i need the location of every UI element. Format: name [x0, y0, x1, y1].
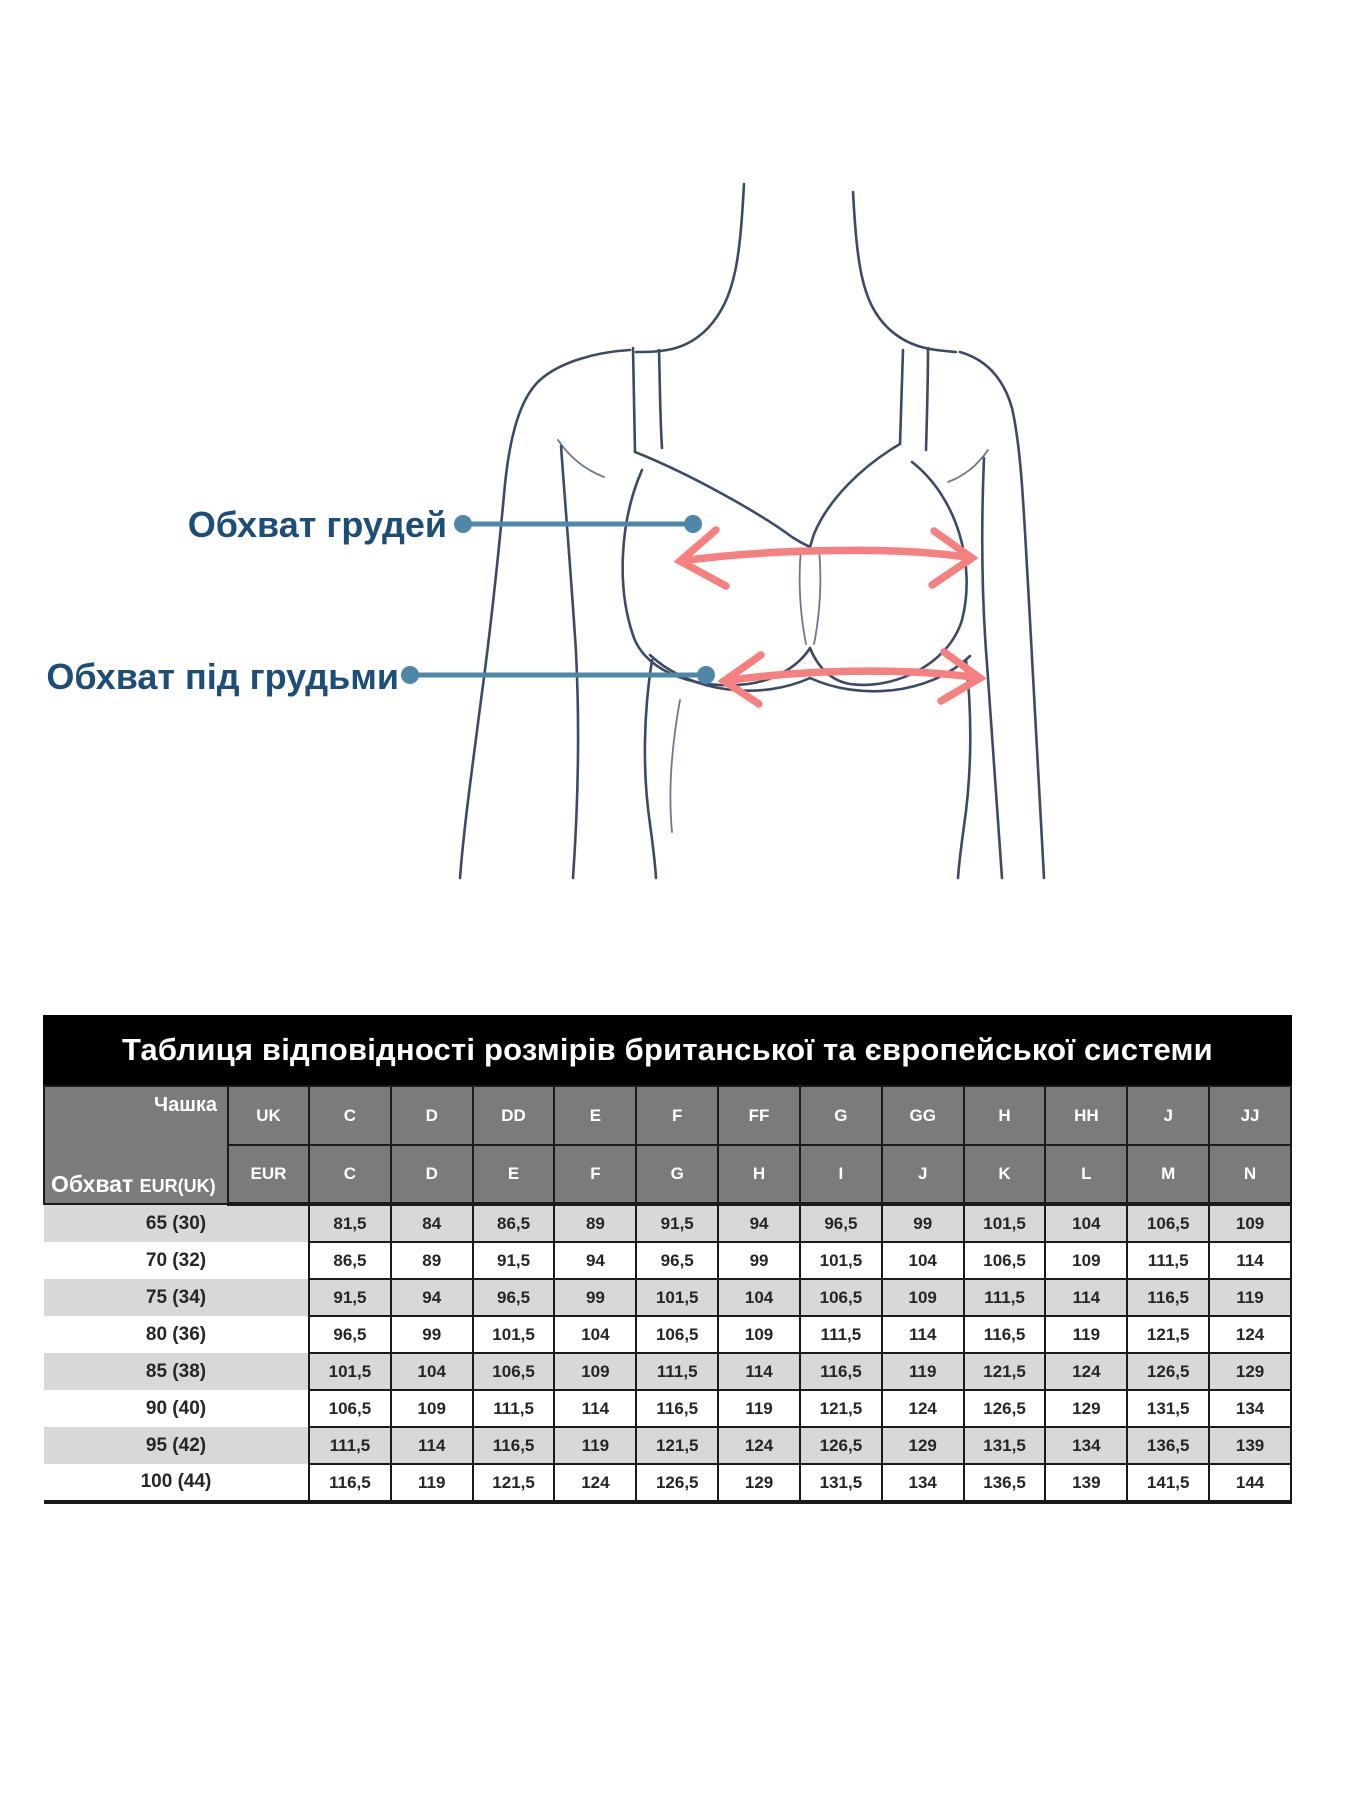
size-table-header — [44, 1086, 1291, 1204]
bust-connector-dot-right — [684, 515, 702, 533]
size-cell: 81,5 — [309, 1204, 391, 1242]
left-waist-crease — [670, 700, 680, 832]
size-cell: 124 — [1209, 1316, 1291, 1353]
bust-label: Обхват грудей — [187, 504, 447, 545]
eur-cup-cell: L — [1045, 1145, 1127, 1204]
uk-cup-cell: J — [1127, 1086, 1209, 1145]
size-cell: 104 — [1045, 1204, 1127, 1242]
row-girth-label: 75 (34) — [44, 1279, 309, 1316]
uk-cup-cell: D — [391, 1086, 473, 1145]
size-cell: 109 — [1209, 1204, 1291, 1242]
size-cell: 104 — [718, 1279, 800, 1316]
right-strap-line-2 — [926, 348, 928, 450]
right-strap-line-1 — [900, 350, 903, 444]
size-table — [43, 1085, 1292, 1504]
uk-cup-cell: H — [964, 1086, 1046, 1145]
size-cell: 121,5 — [636, 1427, 718, 1464]
size-cell: 106,5 — [636, 1316, 718, 1353]
size-cell: 144 — [1209, 1464, 1291, 1502]
size-cell: 119 — [718, 1390, 800, 1427]
size-cell: 126,5 — [636, 1464, 718, 1502]
row-girth-label: 90 (40) — [44, 1390, 309, 1427]
size-cell: 136,5 — [1127, 1427, 1209, 1464]
size-cell: 136,5 — [964, 1464, 1046, 1502]
size-cell: 111,5 — [636, 1353, 718, 1390]
table-row — [44, 1242, 1291, 1279]
torso-figure — [460, 184, 1044, 878]
size-cell: 129 — [1209, 1353, 1291, 1390]
size-cell: 89 — [554, 1204, 636, 1242]
size-cell: 139 — [1045, 1464, 1127, 1502]
table-row — [44, 1316, 1291, 1353]
size-cell: 101,5 — [636, 1279, 718, 1316]
bust-connector — [454, 515, 702, 533]
left-armpit-crease — [558, 440, 604, 477]
size-cell: 111,5 — [964, 1279, 1046, 1316]
size-cell: 94 — [391, 1279, 473, 1316]
size-cell: 109 — [718, 1316, 800, 1353]
size-cell: 96,5 — [473, 1279, 555, 1316]
size-cell: 84 — [391, 1204, 473, 1242]
left-waist-line — [645, 660, 656, 878]
table-row — [44, 1390, 1291, 1427]
underbust-connector-dot-left — [401, 666, 419, 684]
size-cell: 91,5 — [636, 1204, 718, 1242]
table-title: Таблиця відповідності розмірів британської та європейської системи — [43, 1015, 1292, 1085]
right-cup-top-edge — [810, 444, 900, 547]
size-cell: 131,5 — [800, 1464, 882, 1502]
row-girth-label: 100 (44) — [44, 1464, 309, 1502]
size-cell: 109 — [1045, 1242, 1127, 1279]
size-table-section — [43, 1015, 1292, 1504]
corner-girth-label: Обхват EUR(UK) — [51, 1171, 216, 1197]
size-cell: 86,5 — [473, 1204, 555, 1242]
row-girth-label: 85 (38) — [44, 1353, 309, 1390]
eur-cup-cell: G — [636, 1145, 718, 1204]
size-cell: 114 — [882, 1316, 964, 1353]
uk-cup-cell: F — [636, 1086, 718, 1145]
uk-cup-cell: DD — [473, 1086, 555, 1145]
size-cell: 121,5 — [1127, 1316, 1209, 1353]
cup-center-right-edge — [814, 549, 820, 644]
uk-cup-cell: HH — [1045, 1086, 1127, 1145]
size-cell: 114 — [1045, 1279, 1127, 1316]
left-inner-arm-line — [561, 446, 578, 878]
size-cell: 126,5 — [800, 1427, 882, 1464]
underbust-label: Обхват під грудьми — [46, 656, 399, 697]
size-cell: 106,5 — [309, 1390, 391, 1427]
size-cell: 119 — [1209, 1279, 1291, 1316]
uk-cup-cell: E — [554, 1086, 636, 1145]
size-cell: 96,5 — [636, 1242, 718, 1279]
left-cup-top-edge — [635, 452, 810, 547]
cup-center-left-edge — [800, 549, 806, 644]
eur-system-label: EUR — [228, 1145, 309, 1204]
eur-cup-cell: K — [964, 1145, 1046, 1204]
corner-cell — [44, 1086, 228, 1204]
size-cell: 121,5 — [473, 1464, 555, 1502]
size-cell: 104 — [391, 1353, 473, 1390]
size-cell: 119 — [882, 1353, 964, 1390]
left-strap-line-2 — [659, 350, 662, 448]
table-row — [44, 1279, 1291, 1316]
table-row — [44, 1204, 1291, 1242]
eur-cup-cell: D — [391, 1145, 473, 1204]
eur-cup-cell: M — [1127, 1145, 1209, 1204]
left-shoulder-arm-line — [460, 350, 630, 878]
eur-cup-row — [44, 1145, 1291, 1204]
right-shoulder-arm-line — [960, 352, 1044, 878]
size-cell: 101,5 — [309, 1353, 391, 1390]
size-cell: 106,5 — [473, 1353, 555, 1390]
size-cell: 109 — [391, 1390, 473, 1427]
neck-left-line — [636, 184, 744, 352]
eur-cup-cell: E — [473, 1145, 555, 1204]
size-cell: 124 — [718, 1427, 800, 1464]
size-cell: 121,5 — [964, 1353, 1046, 1390]
size-cell: 129 — [1045, 1390, 1127, 1427]
size-cell: 91,5 — [473, 1242, 555, 1279]
eur-cup-cell: C — [309, 1145, 391, 1204]
size-cell: 114 — [718, 1353, 800, 1390]
size-cell: 131,5 — [964, 1427, 1046, 1464]
bust-connector-dot-left — [454, 515, 472, 533]
size-cell: 116,5 — [964, 1316, 1046, 1353]
size-cell: 94 — [718, 1204, 800, 1242]
size-cell: 86,5 — [309, 1242, 391, 1279]
row-girth-label: 95 (42) — [44, 1427, 309, 1464]
size-cell: 116,5 — [636, 1390, 718, 1427]
uk-cup-cell: FF — [718, 1086, 800, 1145]
size-cell: 99 — [554, 1279, 636, 1316]
size-cell: 114 — [554, 1390, 636, 1427]
size-cell: 111,5 — [1127, 1242, 1209, 1279]
size-table-body — [44, 1204, 1291, 1502]
table-row — [44, 1464, 1291, 1502]
size-cell: 131,5 — [1127, 1390, 1209, 1427]
size-cell: 116,5 — [1127, 1279, 1209, 1316]
bust-arrow-shaft — [680, 550, 972, 561]
row-girth-label: 65 (30) — [44, 1204, 309, 1242]
underbust-arrow — [724, 652, 980, 704]
row-girth-label: 70 (32) — [44, 1242, 309, 1279]
size-cell: 126,5 — [964, 1390, 1046, 1427]
size-cell: 101,5 — [473, 1316, 555, 1353]
size-cell: 109 — [882, 1279, 964, 1316]
size-cell: 134 — [882, 1464, 964, 1502]
uk-system-label: UK — [228, 1086, 309, 1145]
size-cell: 114 — [391, 1427, 473, 1464]
uk-cup-row — [44, 1086, 1291, 1145]
size-cell: 104 — [554, 1316, 636, 1353]
eur-cup-cell: F — [554, 1145, 636, 1204]
size-cell: 121,5 — [800, 1390, 882, 1427]
size-cell: 116,5 — [473, 1427, 555, 1464]
size-cell: 106,5 — [800, 1279, 882, 1316]
size-cell: 111,5 — [309, 1427, 391, 1464]
size-cell: 99 — [882, 1204, 964, 1242]
uk-cup-cell: G — [800, 1086, 882, 1145]
size-cell: 129 — [718, 1464, 800, 1502]
size-cell: 94 — [554, 1242, 636, 1279]
size-cell: 99 — [718, 1242, 800, 1279]
size-cell: 101,5 — [800, 1242, 882, 1279]
left-strap-line-1 — [633, 348, 635, 452]
underbust-arrow-shaft — [724, 671, 980, 681]
eur-cup-cell: N — [1209, 1145, 1291, 1204]
size-cell: 119 — [1045, 1316, 1127, 1353]
size-cell: 99 — [391, 1316, 473, 1353]
size-cell: 96,5 — [800, 1204, 882, 1242]
size-cell: 134 — [1209, 1390, 1291, 1427]
eur-cup-cell: H — [718, 1145, 800, 1204]
size-cell: 134 — [1045, 1427, 1127, 1464]
size-cell: 111,5 — [473, 1390, 555, 1427]
size-cell: 126,5 — [1127, 1353, 1209, 1390]
size-cell: 116,5 — [309, 1464, 391, 1502]
size-cell: 139 — [1209, 1427, 1291, 1464]
size-cell: 89 — [391, 1242, 473, 1279]
size-cell: 101,5 — [964, 1204, 1046, 1242]
size-cell: 124 — [882, 1390, 964, 1427]
size-cell: 119 — [554, 1427, 636, 1464]
size-cell: 141,5 — [1127, 1464, 1209, 1502]
uk-cup-cell: C — [309, 1086, 391, 1145]
size-cell: 109 — [554, 1353, 636, 1390]
size-cell: 116,5 — [800, 1353, 882, 1390]
uk-cup-cell: JJ — [1209, 1086, 1291, 1145]
size-cell: 106,5 — [1127, 1204, 1209, 1242]
neck-right-line — [853, 192, 956, 352]
size-cell: 114 — [1209, 1242, 1291, 1279]
size-cell: 124 — [1045, 1353, 1127, 1390]
row-girth-label: 80 (36) — [44, 1316, 309, 1353]
size-cell: 111,5 — [800, 1316, 882, 1353]
corner-cup-label: Чашка — [154, 1094, 217, 1116]
size-cell: 104 — [882, 1242, 964, 1279]
eur-cup-cell: J — [882, 1145, 964, 1204]
size-cell: 91,5 — [309, 1279, 391, 1316]
size-cell: 96,5 — [309, 1316, 391, 1353]
eur-cup-cell: I — [800, 1145, 882, 1204]
size-cell: 129 — [882, 1427, 964, 1464]
bust-arrow — [680, 530, 972, 586]
size-cell: 124 — [554, 1464, 636, 1502]
uk-cup-cell: GG — [882, 1086, 964, 1145]
right-inner-arm-line — [982, 458, 1002, 878]
size-cell: 106,5 — [964, 1242, 1046, 1279]
table-row — [44, 1427, 1291, 1464]
underbust-connector-dot-right — [697, 666, 715, 684]
size-cell: 119 — [391, 1464, 473, 1502]
table-row — [44, 1353, 1291, 1390]
